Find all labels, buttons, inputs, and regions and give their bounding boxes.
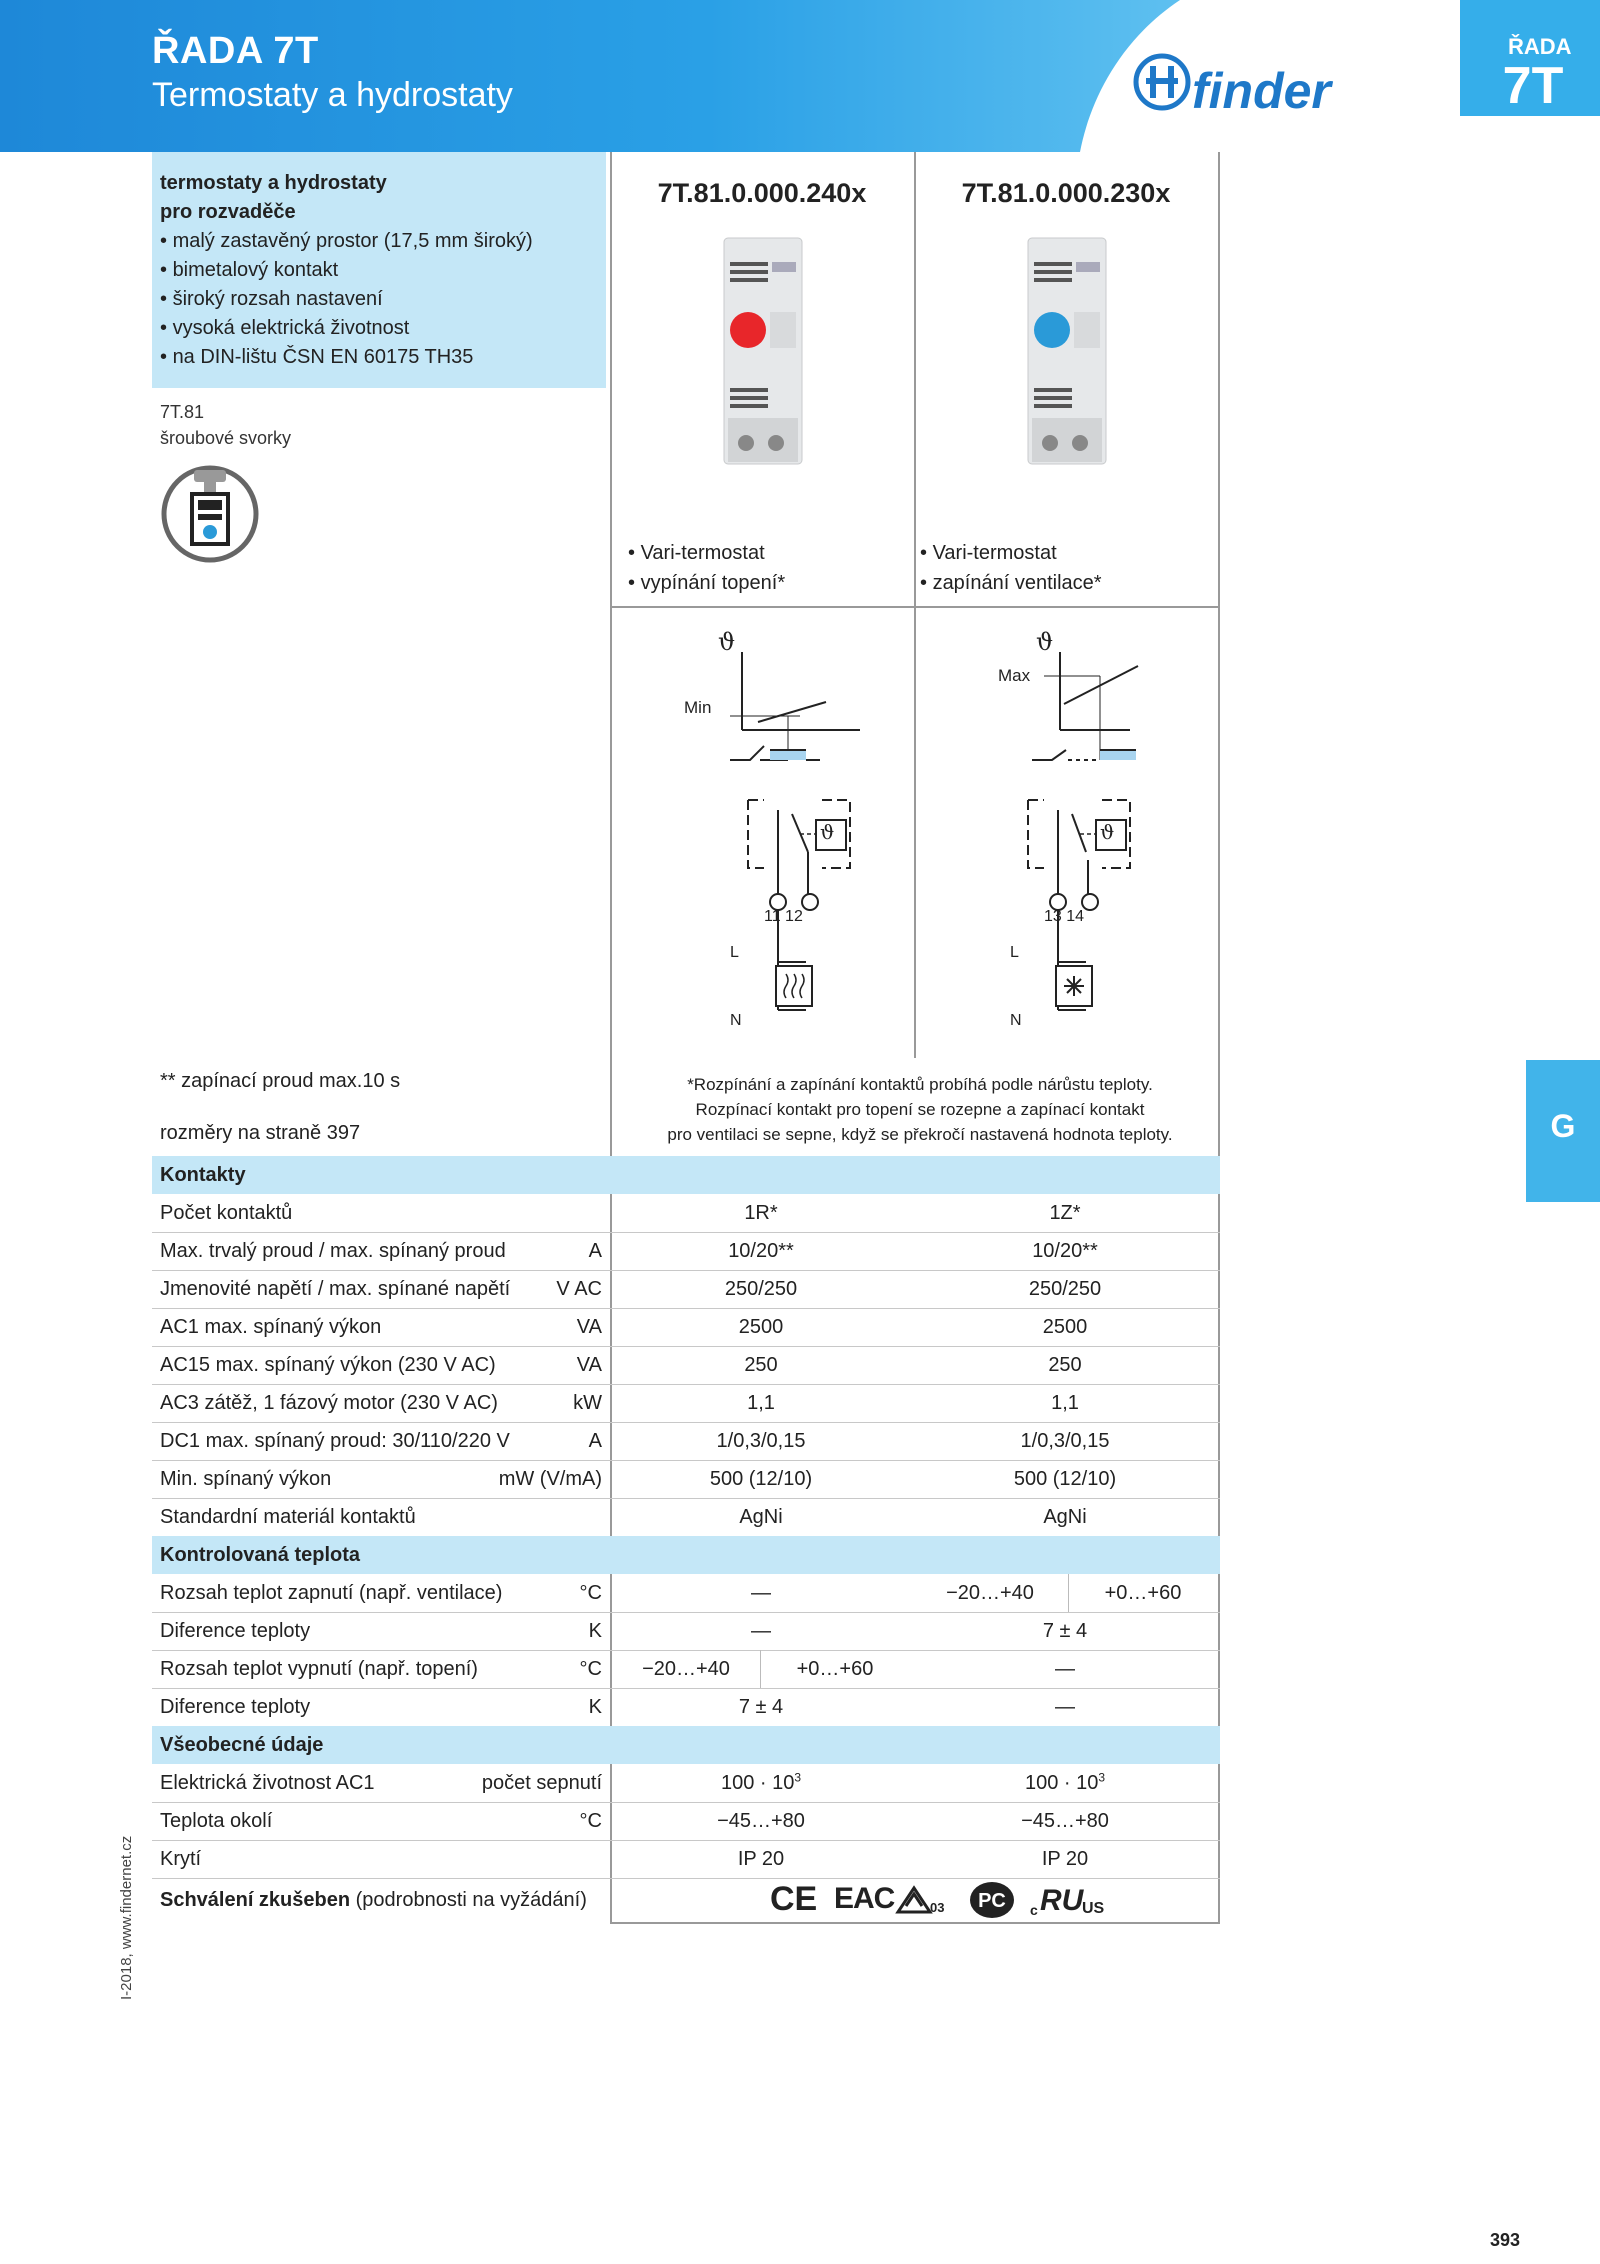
value-product-1-b: +0…+60: [796, 1658, 874, 1680]
theta-symbol: ϑ: [718, 628, 736, 656]
value-product-2: —: [1055, 1696, 1075, 1718]
column-divider: [914, 152, 916, 606]
terminal-numbers-1: 11 12: [764, 908, 803, 925]
section-title: Všeobecné údaje: [160, 1734, 324, 1756]
series-label-small: ŘADA: [1508, 34, 1572, 59]
finder-logo-text: finder: [1192, 63, 1331, 119]
edition-text: I-2018, www.findernet.cz: [118, 1835, 135, 2000]
table-row: [152, 1194, 1220, 1232]
row-label: Teplota okolí: [160, 1810, 273, 1832]
table-row: [152, 1232, 1220, 1270]
theta-symbol: ϑ: [1036, 628, 1054, 656]
value-product-1: 500 (12/10): [709, 1468, 813, 1490]
thermostat-product-image-2: [1022, 238, 1112, 464]
table-row: [152, 1460, 1220, 1498]
desc-line: • Vari-termostat: [628, 538, 785, 568]
ce-mark-icon: CE: [770, 1880, 818, 1918]
ukr-mark-number: 03: [930, 1900, 945, 1915]
series-subtitle: Termostaty a hydrostaty: [152, 76, 513, 114]
row-unit: VA: [576, 1354, 602, 1376]
pct-mark-icon: [968, 1880, 1016, 1920]
footnote-line: pro ventilaci se sepne, když se překročí nastavená hodnota teploty.: [667, 1125, 1173, 1144]
ul-c-mark: c: [1030, 1902, 1038, 1918]
product-desc-1: [628, 538, 785, 598]
section-title: Kontrolovaná teplota: [160, 1544, 361, 1566]
value-product-2: −45…+80: [1021, 1810, 1109, 1832]
row-unit: °C: [579, 1582, 602, 1604]
section-contacts: [152, 1156, 1220, 1194]
row-label: AC1 max. spínaný výkon: [160, 1316, 382, 1338]
neutral-label-N: N: [730, 1012, 742, 1029]
value-product-1: IP 20: [737, 1848, 785, 1870]
table-row: [152, 1574, 1220, 1612]
table-row: [152, 1308, 1220, 1346]
ul-mark-icon: [1038, 1880, 1084, 1918]
section-tab-label: G: [1550, 1108, 1576, 1144]
inrush-note: ** zapínací proud max.10 s: [160, 1070, 401, 1092]
value-product-1: 1,1: [747, 1392, 775, 1414]
life-value: 100 · 10: [720, 1772, 795, 1794]
row-label: Rozsah teplot zapnutí (např. ventilace): [160, 1582, 503, 1604]
product-code-1: 7T.81.0.000.240x: [657, 178, 867, 208]
value-product-2: 10/20**: [1032, 1240, 1098, 1262]
approvals-rest: (podrobnosti na vyžádání): [350, 1889, 587, 1911]
row-label: Max. trvalý proud / max. spínaný proud: [160, 1240, 506, 1262]
table-row: [152, 1802, 1220, 1840]
value-product-2: 250: [1048, 1354, 1082, 1376]
row-unit: kW: [573, 1392, 602, 1414]
value-product-1: 10/20**: [728, 1240, 794, 1262]
finder-logo-icon: [1132, 52, 1192, 112]
life-exponent: 3: [794, 1770, 802, 1785]
wiring-diagram-ventilation: [940, 620, 1180, 1040]
value-product-2: 7 ± 4: [1042, 1620, 1088, 1642]
value-product-2: 2500: [1042, 1316, 1088, 1338]
row-unit: A: [588, 1240, 602, 1262]
cell-divider: [760, 1650, 761, 1688]
value-product-1: 250/250: [724, 1278, 798, 1300]
value-product-1: —: [751, 1582, 771, 1604]
product-code-2: 7T.81.0.000.230x: [961, 178, 1171, 208]
footnote-line: Rozpínací kontakt pro topení se rozepne a zapínací kontakt: [695, 1100, 1145, 1119]
value-product-2: IP 20: [1041, 1848, 1089, 1870]
desc-line: • Vari-termostat: [920, 538, 1102, 568]
row-unit: mW (V/mA): [498, 1468, 602, 1490]
row-label: AC15 max. spínaný výkon (230 V AC): [160, 1354, 496, 1376]
svg-text:RU: RU: [1040, 1884, 1084, 1917]
intro-title-2: pro rozvaděče: [160, 201, 296, 223]
section-general: [152, 1726, 1220, 1764]
intro-bullet: • na DIN-lištu ČSN EN 60175 TH35: [160, 346, 473, 369]
wiring-diagram-heating: [660, 620, 900, 1040]
row-label: DC1 max. spínaný proud: 30/110/220 V: [160, 1430, 510, 1452]
svg-text:PC: PC: [978, 1890, 1006, 1912]
row-unit: V AC: [556, 1278, 602, 1300]
table-row: [152, 1346, 1220, 1384]
terminal-numbers-2: 13 14: [1044, 908, 1085, 925]
table-row: [152, 1612, 1220, 1650]
line-label-L: L: [1010, 944, 1019, 961]
row-unit: °C: [579, 1810, 602, 1832]
intro-bullet: • malý zastavěný prostor (17,5 mm široký): [160, 230, 533, 253]
row-unit: °C: [579, 1658, 602, 1680]
terminal-type: šroubové svorky: [160, 428, 292, 448]
row-unit: K: [588, 1696, 602, 1718]
theta-symbol: ϑ: [820, 820, 835, 844]
value-product-2: 500 (12/10): [1013, 1468, 1117, 1490]
product-desc-2: [920, 538, 1102, 598]
value-product-2-b: +0…+60: [1104, 1582, 1182, 1604]
table-row: [152, 1840, 1220, 1878]
diagram-label-max: Max: [998, 666, 1031, 685]
row-label: [160, 1878, 587, 1922]
value-product-1: AgNi: [739, 1506, 783, 1528]
row-label: Krytí: [160, 1848, 202, 1870]
row-label: Jmenovité napětí / max. spínané napětí: [160, 1278, 511, 1300]
desc-line: • zapínání ventilace*: [920, 568, 1102, 598]
value-product-1: 7 ± 4: [738, 1696, 784, 1718]
row-unit: počet sepnutí: [481, 1772, 602, 1794]
row-label: Počet kontaktů: [160, 1202, 293, 1224]
row-divider: [610, 606, 1220, 608]
value-product-2: 250/250: [1028, 1278, 1102, 1300]
value-product-1: [612, 1764, 910, 1802]
table-row: [152, 1498, 1220, 1536]
row-label: Diference teploty: [160, 1620, 311, 1642]
series-label-big: 7T: [1502, 57, 1564, 115]
theta-symbol: ϑ: [1100, 820, 1115, 844]
eac-mark-icon: EAC: [834, 1882, 895, 1915]
cell-divider: [1068, 1574, 1069, 1612]
table-row: [152, 1422, 1220, 1460]
value-product-1-a: −20…+40: [642, 1658, 730, 1680]
row-unit: A: [588, 1430, 602, 1452]
table-row: [152, 1688, 1220, 1726]
footnote-line: *Rozpínání a zapínání kontaktů probíhá podle nárůstu teploty.: [687, 1075, 1153, 1094]
value-product-1: −45…+80: [717, 1810, 805, 1832]
life-value: 100 · 10: [1024, 1772, 1099, 1794]
row-label: Min. spínaný výkon: [160, 1468, 332, 1490]
ul-us-mark: US: [1082, 1900, 1105, 1917]
value-product-1: 1R*: [744, 1202, 778, 1224]
row-unit: VA: [576, 1316, 602, 1338]
value-product-2: [912, 1764, 1218, 1802]
terminal-model: 7T.81: [160, 402, 205, 422]
desc-line: • vypínání topení*: [628, 568, 785, 598]
screw-terminal-icon: [158, 464, 266, 564]
row-label: Rozsah teplot vypnutí (např. topení): [160, 1658, 478, 1680]
series-title: ŘADA 7T: [152, 30, 319, 72]
dimensions-note: rozměry na straně 397: [160, 1122, 361, 1144]
value-product-1: —: [751, 1620, 771, 1642]
section-temperature: [152, 1536, 1220, 1574]
section-title: Kontakty: [160, 1164, 246, 1186]
line-label-L: L: [730, 944, 739, 961]
value-product-2-a: −20…+40: [946, 1582, 1034, 1604]
column-divider: [914, 608, 916, 1058]
life-exponent: 3: [1098, 1770, 1106, 1785]
intro-bullet: • bimetalový kontakt: [160, 259, 338, 282]
diagram-label-min: Min: [684, 698, 712, 717]
approvals-bold: Schválení zkušeben: [160, 1889, 351, 1911]
value-product-2: —: [1055, 1658, 1075, 1680]
value-product-1: 2500: [738, 1316, 784, 1338]
row-label: Standardní materiál kontaktů: [160, 1506, 416, 1528]
value-product-2: 1Z*: [1049, 1202, 1081, 1224]
footnote: [620, 1072, 1220, 1147]
thermostat-product-image-1: [718, 238, 808, 464]
row-label: AC3 zátěž, 1 fázový motor (230 V AC): [160, 1392, 498, 1414]
row-unit: K: [588, 1620, 602, 1642]
table-row: [152, 1270, 1220, 1308]
value-product-1: 250: [744, 1354, 778, 1376]
intro-bullet: • široký rozsah nastavení: [160, 288, 383, 311]
intro-title-1: termostaty a hydrostaty: [160, 172, 387, 194]
row-label: Diference teploty: [160, 1696, 311, 1718]
table-bottom-line: [610, 1922, 1220, 1924]
table-row: [152, 1384, 1220, 1422]
table-row: [152, 1764, 1220, 1802]
value-product-2: 1/0,3/0,15: [1020, 1430, 1110, 1452]
row-label: Elektrická životnost AC1: [160, 1772, 375, 1794]
value-product-1: 1/0,3/0,15: [716, 1430, 806, 1452]
value-product-2: AgNi: [1043, 1506, 1087, 1528]
value-product-2: 1,1: [1051, 1392, 1079, 1414]
table-row: [152, 1650, 1220, 1688]
page-number: 393: [1490, 2230, 1521, 2250]
intro-bullet: • vysoká elektrická životnost: [160, 317, 409, 340]
neutral-label-N: N: [1010, 1012, 1022, 1029]
